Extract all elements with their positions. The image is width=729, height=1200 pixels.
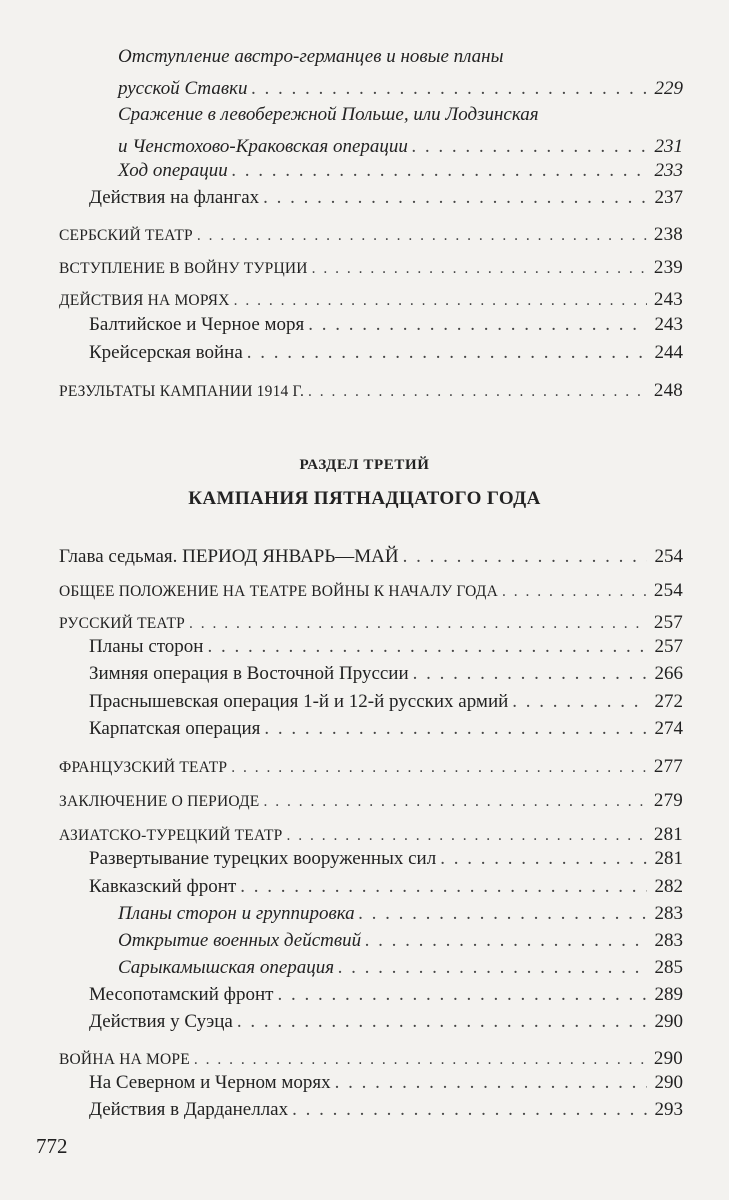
- leader-dots: [308, 383, 647, 401]
- leader-dots: [335, 1072, 647, 1094]
- toc-page-number: 248: [653, 380, 683, 401]
- leader-dots: [365, 930, 647, 952]
- toc-entry-title: ВСТУПЛЕНИЕ В ВОЙНУ ТУРЦИИ: [59, 260, 308, 277]
- leader-dots: [197, 227, 647, 245]
- leader-dots: [231, 759, 647, 777]
- toc-page-number: 243: [653, 289, 683, 310]
- toc-page-number: 274: [654, 718, 683, 739]
- toc-entry-title-line: Отступление австро-германцев и новые планы: [118, 46, 504, 67]
- toc-page-number: 290: [653, 1048, 683, 1069]
- toc-entry-title: Балтийское и Черное моря: [89, 314, 305, 335]
- toc-page-number: 243: [654, 314, 683, 335]
- leader-dots: [312, 260, 647, 278]
- leader-dots: [232, 160, 647, 182]
- toc-entry-title: Планы сторон и группировка: [118, 903, 355, 924]
- toc-entry-title: ЗАКЛЮЧЕНИЕ О ПЕРИОДЕ: [59, 793, 260, 810]
- toc-page-number: 244: [654, 342, 683, 363]
- page-number: 772: [36, 1134, 68, 1158]
- leader-dots: [237, 1011, 647, 1033]
- leader-dots: [240, 876, 647, 898]
- toc-page-number: 285: [654, 957, 683, 978]
- toc-page-number: 293: [654, 1099, 683, 1120]
- leader-dots: [338, 957, 647, 979]
- toc-page-number: 283: [654, 903, 683, 924]
- leader-dots: [287, 827, 648, 845]
- toc-entry-title: ВОЙНА НА МОРЕ: [59, 1051, 190, 1068]
- toc-page-number: 283: [654, 930, 683, 951]
- toc-entry-title: Праснышевская операция 1-й и 12-й русских армий: [89, 691, 509, 712]
- toc-page-number: 237: [654, 187, 683, 208]
- toc-entry-title: Сарыкамышская операция: [118, 957, 335, 978]
- toc-entry-title: ФРАНЦУЗСКИЙ ТЕАТР: [59, 759, 228, 776]
- leader-dots: [413, 663, 647, 685]
- toc-entry-title: ДЕЙСТВИЯ НА МОРЯХ: [59, 292, 230, 309]
- leader-dots: [292, 1099, 647, 1121]
- toc-page-number: 281: [654, 848, 683, 869]
- toc-entry-title: Открытие военных действий: [118, 930, 362, 951]
- toc-page-number: 290: [654, 1072, 683, 1093]
- toc-entry-title-line: Сражение в левобережной Польше, или Лодзинская: [118, 104, 539, 125]
- toc-page-number: 279: [653, 790, 683, 811]
- toc-entry-title: Кавказский фронт: [89, 876, 237, 897]
- toc-entry-title: Зимняя операция в Восточной Пруссии: [89, 663, 409, 684]
- toc-page-number: 254: [653, 580, 683, 601]
- toc-entry-title-line: и Ченстохово-Краковская операции: [118, 136, 408, 157]
- toc-page-number: 282: [654, 876, 683, 897]
- toc-entry-title: Действия на флангах: [89, 187, 260, 208]
- toc-page-number: 233: [654, 160, 683, 181]
- leader-dots: [252, 78, 648, 100]
- leader-dots: [194, 1051, 647, 1069]
- toc-page-number: 277: [653, 756, 683, 777]
- toc-page-number: 290: [654, 1011, 683, 1032]
- toc-page-number: 231: [654, 136, 683, 157]
- leader-dots: [234, 292, 647, 310]
- toc-page-number: 238: [653, 224, 683, 245]
- toc-entry-title: На Северном и Черном морях: [89, 1072, 331, 1093]
- leader-dots: [502, 583, 647, 601]
- leader-dots: [247, 342, 647, 364]
- toc-entry-title-line: русской Ставки: [118, 78, 248, 99]
- toc-page-number: 289: [654, 984, 683, 1005]
- toc-entry-title: АЗИАТСКО-ТУРЕЦКИЙ ТЕАТР: [59, 827, 283, 844]
- section-label: РАЗДЕЛ ТРЕТИЙ: [299, 457, 430, 473]
- toc-entry-title: Действия у Суэца: [89, 1011, 233, 1032]
- section-title: КАМПАНИЯ ПЯТНАДЦАТОГО ГОДА: [188, 488, 541, 509]
- toc-page-number: 239: [653, 257, 683, 278]
- toc-page-number: 229: [654, 78, 683, 99]
- toc-page-number: 257: [653, 612, 683, 633]
- toc-entry-title: Месопотамский фронт: [89, 984, 274, 1005]
- toc-page-number: 272: [654, 691, 683, 712]
- leader-dots: [207, 636, 647, 658]
- leader-dots: [263, 793, 647, 811]
- chapter-title: Глава седьмая. ПЕРИОД ЯНВАРЬ—МАЙ: [59, 546, 399, 567]
- leader-dots: [264, 718, 647, 740]
- leader-dots: [263, 187, 647, 209]
- toc-entry-title: Действия в Дарданеллах: [89, 1099, 289, 1120]
- leader-dots: [512, 691, 647, 713]
- toc-page-number: 257: [654, 636, 683, 657]
- toc-page-number: 254: [654, 546, 683, 567]
- toc-entry-title: Планы сторон: [89, 636, 204, 657]
- leader-dots: [403, 546, 647, 568]
- toc-entry-title: ОБЩЕЕ ПОЛОЖЕНИЕ НА ТЕАТРЕ ВОЙНЫ К НАЧАЛУ ГОДА: [59, 583, 498, 600]
- toc-entry-title: Карпатская операция: [89, 718, 261, 739]
- toc-entry-title: Развертывание турецких вооруженных сил: [89, 848, 437, 869]
- toc-page-number: 281: [653, 824, 683, 845]
- leader-dots: [440, 848, 647, 870]
- leader-dots: [308, 314, 647, 336]
- leader-dots: [359, 903, 647, 925]
- toc-entry-title: СЕРБСКИЙ ТЕАТР: [59, 227, 193, 244]
- toc-entry-title: РУССКИЙ ТЕАТР: [59, 615, 185, 632]
- toc-entry-title: Крейсерская война: [89, 342, 243, 363]
- toc-page-number: 266: [654, 663, 683, 684]
- toc-entry-title: Ход операции: [118, 160, 228, 181]
- leader-dots: [412, 136, 647, 158]
- leader-dots: [189, 615, 647, 633]
- leader-dots: [277, 984, 647, 1006]
- toc-entry-title: РЕЗУЛЬТАТЫ КАМПАНИИ 1914 Г.: [59, 383, 305, 400]
